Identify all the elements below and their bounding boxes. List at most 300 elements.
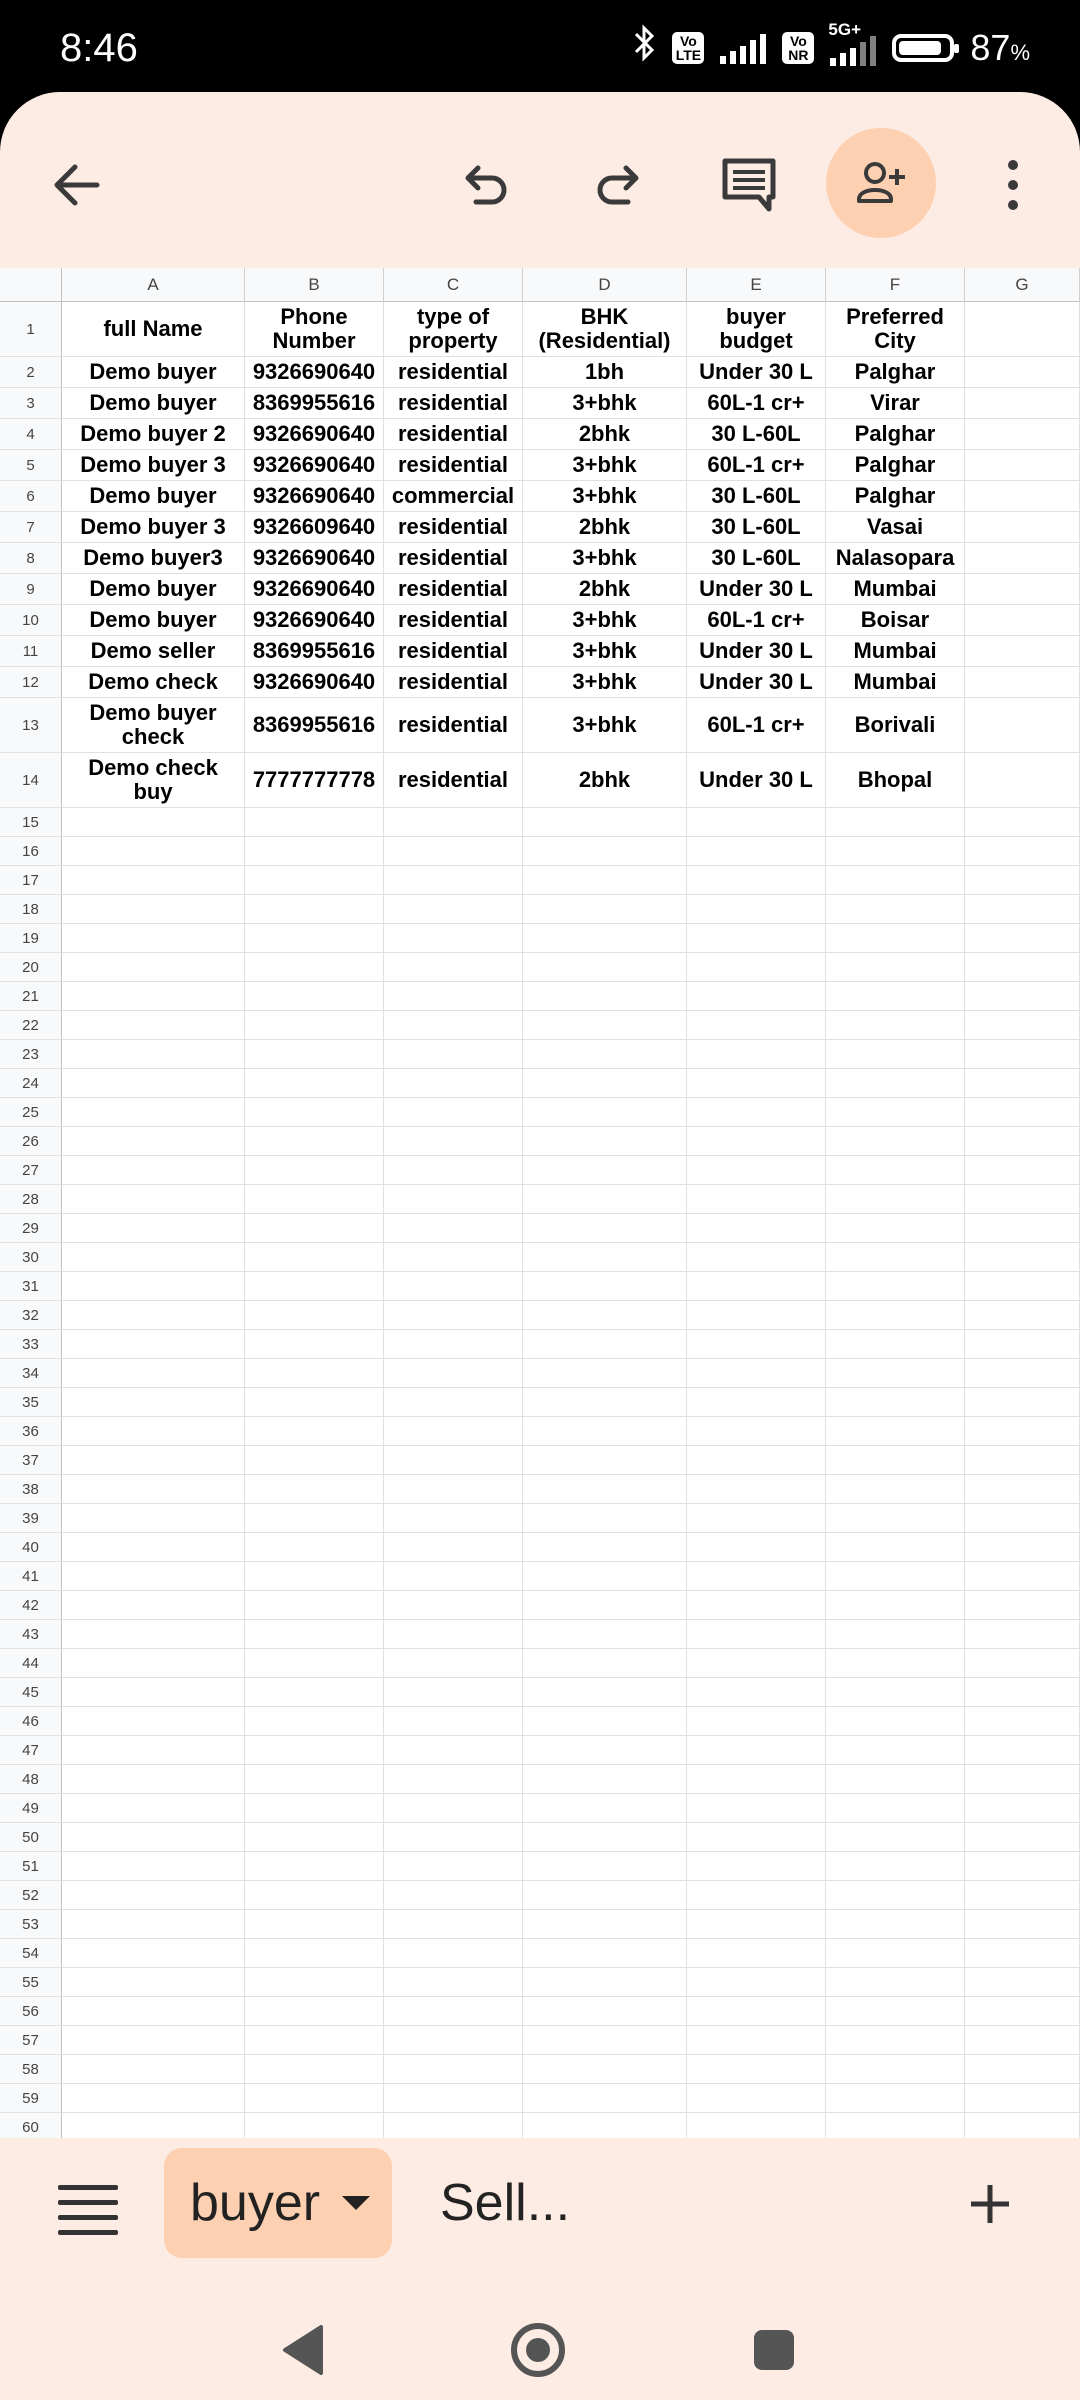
- row-header[interactable]: 36: [0, 1417, 62, 1446]
- table-cell[interactable]: [826, 1185, 965, 1214]
- table-cell[interactable]: 30 L-60L: [687, 543, 826, 574]
- table-cell[interactable]: [965, 2113, 1080, 2138]
- table-cell[interactable]: [965, 808, 1080, 837]
- table-cell[interactable]: [826, 1330, 965, 1359]
- back-arrow-icon[interactable]: [32, 140, 122, 230]
- table-cell[interactable]: [62, 1707, 245, 1736]
- table-cell[interactable]: [384, 1504, 523, 1533]
- table-cell[interactable]: [62, 837, 245, 866]
- table-cell[interactable]: [687, 1562, 826, 1591]
- row-header[interactable]: 27: [0, 1156, 62, 1185]
- table-cell[interactable]: [965, 1214, 1080, 1243]
- table-cell[interactable]: [965, 698, 1080, 753]
- table-cell[interactable]: 3+bhk: [523, 667, 687, 698]
- table-cell[interactable]: [826, 1765, 965, 1794]
- table-cell[interactable]: [965, 1678, 1080, 1707]
- table-cell[interactable]: [523, 1330, 687, 1359]
- table-cell[interactable]: [687, 1475, 826, 1504]
- table-cell[interactable]: [523, 1968, 687, 1997]
- tab-seller[interactable]: [440, 2148, 570, 2258]
- share-person-add-icon[interactable]: [826, 128, 936, 238]
- table-cell[interactable]: Bhopal: [826, 753, 965, 808]
- table-cell[interactable]: [384, 1417, 523, 1446]
- table-cell[interactable]: Preferred City: [826, 302, 965, 357]
- table-cell[interactable]: [965, 1475, 1080, 1504]
- table-cell[interactable]: [965, 1069, 1080, 1098]
- table-cell[interactable]: [826, 1272, 965, 1301]
- table-cell[interactable]: [687, 1214, 826, 1243]
- table-cell[interactable]: [965, 1098, 1080, 1127]
- column-header[interactable]: E: [687, 268, 826, 302]
- row-header[interactable]: 9: [0, 574, 62, 605]
- table-cell[interactable]: [826, 1649, 965, 1678]
- table-cell[interactable]: 8369955616: [245, 388, 384, 419]
- table-cell[interactable]: [384, 1591, 523, 1620]
- spreadsheet-grid[interactable]: [0, 268, 1080, 2138]
- table-cell[interactable]: [523, 1272, 687, 1301]
- table-cell[interactable]: [62, 924, 245, 953]
- table-cell[interactable]: [384, 2084, 523, 2113]
- table-cell[interactable]: [826, 837, 965, 866]
- table-cell[interactable]: [384, 1707, 523, 1736]
- table-cell[interactable]: 2bhk: [523, 753, 687, 808]
- table-cell[interactable]: [245, 1417, 384, 1446]
- table-cell[interactable]: [965, 2084, 1080, 2113]
- table-cell[interactable]: [523, 1852, 687, 1881]
- table-cell[interactable]: [826, 866, 965, 895]
- more-vert-icon[interactable]: [968, 140, 1058, 230]
- table-cell[interactable]: [687, 1620, 826, 1649]
- row-header[interactable]: 42: [0, 1591, 62, 1620]
- table-cell[interactable]: [62, 866, 245, 895]
- table-cell[interactable]: 2bhk: [523, 574, 687, 605]
- table-cell[interactable]: [62, 1330, 245, 1359]
- table-cell[interactable]: 3+bhk: [523, 450, 687, 481]
- table-cell[interactable]: 9326609640: [245, 512, 384, 543]
- table-cell[interactable]: [826, 2084, 965, 2113]
- table-cell[interactable]: [384, 808, 523, 837]
- table-cell[interactable]: Under 30 L: [687, 667, 826, 698]
- table-cell[interactable]: [62, 1417, 245, 1446]
- row-header[interactable]: 44: [0, 1649, 62, 1678]
- table-cell[interactable]: [826, 2055, 965, 2084]
- table-cell[interactable]: [245, 1446, 384, 1475]
- table-cell[interactable]: [965, 450, 1080, 481]
- table-cell[interactable]: [384, 1011, 523, 1040]
- table-cell[interactable]: [687, 1040, 826, 1069]
- table-cell[interactable]: [826, 1475, 965, 1504]
- table-cell[interactable]: [62, 1272, 245, 1301]
- table-cell[interactable]: Palghar: [826, 450, 965, 481]
- table-cell[interactable]: [687, 1156, 826, 1185]
- table-cell[interactable]: [965, 667, 1080, 698]
- table-cell[interactable]: 30 L-60L: [687, 419, 826, 450]
- table-cell[interactable]: [965, 1707, 1080, 1736]
- table-cell[interactable]: [687, 1359, 826, 1388]
- table-cell[interactable]: [62, 953, 245, 982]
- table-cell[interactable]: [687, 1881, 826, 1910]
- table-cell[interactable]: [826, 1736, 965, 1765]
- table-cell[interactable]: [826, 1214, 965, 1243]
- table-cell[interactable]: residential: [384, 605, 523, 636]
- table-cell[interactable]: [523, 1794, 687, 1823]
- table-cell[interactable]: [245, 1272, 384, 1301]
- table-cell[interactable]: residential: [384, 574, 523, 605]
- table-cell[interactable]: [384, 953, 523, 982]
- table-cell[interactable]: [523, 2113, 687, 2138]
- table-cell[interactable]: [62, 2026, 245, 2055]
- table-cell[interactable]: [245, 1156, 384, 1185]
- table-cell[interactable]: [965, 1881, 1080, 1910]
- table-cell[interactable]: 9326690640: [245, 667, 384, 698]
- table-cell[interactable]: [687, 1446, 826, 1475]
- table-cell[interactable]: [384, 1446, 523, 1475]
- table-cell[interactable]: Demo buyer3: [62, 543, 245, 574]
- table-cell[interactable]: residential: [384, 388, 523, 419]
- table-cell[interactable]: [523, 1823, 687, 1852]
- table-cell[interactable]: [62, 1098, 245, 1127]
- table-cell[interactable]: [687, 1127, 826, 1156]
- table-cell[interactable]: [826, 1359, 965, 1388]
- add-sheet-button[interactable]: [960, 2164, 1020, 2244]
- table-cell[interactable]: [826, 982, 965, 1011]
- table-cell[interactable]: [384, 1533, 523, 1562]
- table-cell[interactable]: [687, 1301, 826, 1330]
- table-cell[interactable]: [523, 866, 687, 895]
- table-cell[interactable]: [245, 1475, 384, 1504]
- table-cell[interactable]: [687, 1185, 826, 1214]
- table-cell[interactable]: [523, 1939, 687, 1968]
- table-cell[interactable]: [245, 1098, 384, 1127]
- table-cell[interactable]: 30 L-60L: [687, 481, 826, 512]
- row-header[interactable]: 58: [0, 2055, 62, 2084]
- table-cell[interactable]: [523, 982, 687, 1011]
- table-cell[interactable]: [62, 895, 245, 924]
- table-cell[interactable]: [245, 1562, 384, 1591]
- table-cell[interactable]: [965, 1939, 1080, 1968]
- table-cell[interactable]: [62, 1388, 245, 1417]
- row-header[interactable]: 2: [0, 357, 62, 388]
- table-cell[interactable]: 60L-1 cr+: [687, 388, 826, 419]
- table-cell[interactable]: [62, 808, 245, 837]
- table-cell[interactable]: [826, 2026, 965, 2055]
- row-header[interactable]: 8: [0, 543, 62, 574]
- table-cell[interactable]: [245, 1301, 384, 1330]
- table-cell[interactable]: [523, 1504, 687, 1533]
- table-cell[interactable]: [826, 1417, 965, 1446]
- table-cell[interactable]: [384, 1562, 523, 1591]
- table-cell[interactable]: 8369955616: [245, 636, 384, 667]
- table-cell[interactable]: [687, 1417, 826, 1446]
- table-cell[interactable]: [523, 953, 687, 982]
- undo-icon[interactable]: [442, 140, 532, 230]
- table-cell[interactable]: [62, 1562, 245, 1591]
- table-cell[interactable]: [965, 1620, 1080, 1649]
- table-cell[interactable]: [826, 1098, 965, 1127]
- table-cell[interactable]: [687, 953, 826, 982]
- table-cell[interactable]: [965, 753, 1080, 808]
- table-cell[interactable]: [826, 1504, 965, 1533]
- table-cell[interactable]: [687, 982, 826, 1011]
- table-cell[interactable]: [245, 1011, 384, 1040]
- table-cell[interactable]: 9326690640: [245, 419, 384, 450]
- table-cell[interactable]: 8369955616: [245, 698, 384, 753]
- table-cell[interactable]: [826, 1388, 965, 1417]
- table-cell[interactable]: [965, 1852, 1080, 1881]
- table-cell[interactable]: [62, 1243, 245, 1272]
- nav-recents-icon[interactable]: [744, 2320, 804, 2380]
- table-cell[interactable]: [62, 1011, 245, 1040]
- row-header[interactable]: 28: [0, 1185, 62, 1214]
- table-cell[interactable]: [523, 1301, 687, 1330]
- table-cell[interactable]: [826, 1533, 965, 1562]
- table-cell[interactable]: [965, 1823, 1080, 1852]
- table-cell[interactable]: [965, 2055, 1080, 2084]
- table-cell[interactable]: 9326690640: [245, 543, 384, 574]
- table-cell[interactable]: [384, 1794, 523, 1823]
- table-cell[interactable]: [965, 1504, 1080, 1533]
- table-cell[interactable]: Demo buyer 3: [62, 450, 245, 481]
- table-cell[interactable]: [245, 1765, 384, 1794]
- column-header[interactable]: C: [384, 268, 523, 302]
- table-cell[interactable]: [687, 1533, 826, 1562]
- row-header[interactable]: 49: [0, 1794, 62, 1823]
- table-cell[interactable]: [384, 1127, 523, 1156]
- table-cell[interactable]: [687, 895, 826, 924]
- column-header[interactable]: B: [245, 268, 384, 302]
- redo-icon[interactable]: [572, 140, 662, 230]
- table-cell[interactable]: Demo buyer: [62, 357, 245, 388]
- table-cell[interactable]: [687, 2055, 826, 2084]
- table-cell[interactable]: [384, 2026, 523, 2055]
- table-cell[interactable]: 3+bhk: [523, 636, 687, 667]
- table-cell[interactable]: [523, 1011, 687, 1040]
- table-cell[interactable]: [62, 2113, 245, 2138]
- table-cell[interactable]: [523, 2055, 687, 2084]
- table-cell[interactable]: [245, 837, 384, 866]
- table-cell[interactable]: [523, 1997, 687, 2026]
- row-header[interactable]: 26: [0, 1127, 62, 1156]
- row-header[interactable]: 3: [0, 388, 62, 419]
- row-header[interactable]: 32: [0, 1301, 62, 1330]
- table-cell[interactable]: 30 L-60L: [687, 512, 826, 543]
- table-cell[interactable]: [965, 1910, 1080, 1939]
- table-cell[interactable]: Palghar: [826, 419, 965, 450]
- table-cell[interactable]: [687, 866, 826, 895]
- table-cell[interactable]: [826, 1301, 965, 1330]
- table-cell[interactable]: [687, 2026, 826, 2055]
- table-cell[interactable]: [62, 1910, 245, 1939]
- row-header[interactable]: 24: [0, 1069, 62, 1098]
- table-cell[interactable]: [687, 1707, 826, 1736]
- table-cell[interactable]: [245, 924, 384, 953]
- table-cell[interactable]: 60L-1 cr+: [687, 605, 826, 636]
- table-cell[interactable]: residential: [384, 753, 523, 808]
- row-header[interactable]: 55: [0, 1968, 62, 1997]
- table-cell[interactable]: [826, 1243, 965, 1272]
- table-cell[interactable]: 3+bhk: [523, 543, 687, 574]
- table-cell[interactable]: [965, 1446, 1080, 1475]
- table-cell[interactable]: [687, 1504, 826, 1533]
- row-header[interactable]: 35: [0, 1388, 62, 1417]
- row-header[interactable]: 29: [0, 1214, 62, 1243]
- table-cell[interactable]: [245, 1040, 384, 1069]
- row-header[interactable]: 17: [0, 866, 62, 895]
- table-cell[interactable]: [384, 1301, 523, 1330]
- table-cell[interactable]: [826, 1011, 965, 1040]
- table-cell[interactable]: [965, 1156, 1080, 1185]
- table-cell[interactable]: [687, 1011, 826, 1040]
- table-cell[interactable]: [523, 1069, 687, 1098]
- table-cell[interactable]: [245, 2113, 384, 2138]
- table-cell[interactable]: [687, 1591, 826, 1620]
- row-header[interactable]: 40: [0, 1533, 62, 1562]
- table-cell[interactable]: [687, 1823, 826, 1852]
- table-cell[interactable]: [965, 1185, 1080, 1214]
- table-cell[interactable]: [245, 953, 384, 982]
- table-cell[interactable]: [245, 1678, 384, 1707]
- column-header[interactable]: D: [523, 268, 687, 302]
- table-cell[interactable]: 1bh: [523, 357, 687, 388]
- table-cell[interactable]: [384, 1214, 523, 1243]
- row-header[interactable]: 37: [0, 1446, 62, 1475]
- row-header[interactable]: 46: [0, 1707, 62, 1736]
- table-cell[interactable]: [826, 1794, 965, 1823]
- table-cell[interactable]: [62, 1040, 245, 1069]
- row-header[interactable]: 52: [0, 1881, 62, 1910]
- all-sheets-menu-icon[interactable]: [58, 2180, 118, 2240]
- table-cell[interactable]: [826, 1678, 965, 1707]
- table-cell[interactable]: [384, 1910, 523, 1939]
- table-cell[interactable]: [245, 866, 384, 895]
- row-header[interactable]: 51: [0, 1852, 62, 1881]
- table-cell[interactable]: [523, 1765, 687, 1794]
- table-cell[interactable]: [826, 1910, 965, 1939]
- table-cell[interactable]: [384, 1388, 523, 1417]
- table-cell[interactable]: [687, 1330, 826, 1359]
- row-header[interactable]: 11: [0, 636, 62, 667]
- table-cell[interactable]: [826, 1127, 965, 1156]
- table-cell[interactable]: [965, 895, 1080, 924]
- table-cell[interactable]: Demo seller: [62, 636, 245, 667]
- table-cell[interactable]: commercial: [384, 481, 523, 512]
- table-cell[interactable]: [523, 924, 687, 953]
- table-cell[interactable]: [523, 1040, 687, 1069]
- table-cell[interactable]: [965, 1243, 1080, 1272]
- table-cell[interactable]: Mumbai: [826, 636, 965, 667]
- table-cell[interactable]: [965, 543, 1080, 574]
- table-cell[interactable]: full Name: [62, 302, 245, 357]
- table-cell[interactable]: [965, 1968, 1080, 1997]
- table-cell[interactable]: [62, 1504, 245, 1533]
- table-cell[interactable]: [245, 1359, 384, 1388]
- table-cell[interactable]: [384, 1649, 523, 1678]
- row-header[interactable]: 21: [0, 982, 62, 1011]
- table-cell[interactable]: Under 30 L: [687, 753, 826, 808]
- table-cell[interactable]: [62, 1939, 245, 1968]
- table-cell[interactable]: [384, 895, 523, 924]
- table-cell[interactable]: [965, 1649, 1080, 1678]
- table-cell[interactable]: [523, 2084, 687, 2113]
- table-cell[interactable]: [384, 982, 523, 1011]
- table-cell[interactable]: [62, 1533, 245, 1562]
- table-cell[interactable]: [245, 1069, 384, 1098]
- table-cell[interactable]: Palghar: [826, 481, 965, 512]
- table-cell[interactable]: [245, 1388, 384, 1417]
- table-cell[interactable]: [687, 1765, 826, 1794]
- column-header[interactable]: G: [965, 268, 1080, 302]
- table-cell[interactable]: [523, 2026, 687, 2055]
- table-cell[interactable]: residential: [384, 636, 523, 667]
- table-cell[interactable]: [965, 357, 1080, 388]
- table-cell[interactable]: [384, 2055, 523, 2084]
- table-cell[interactable]: [687, 808, 826, 837]
- table-cell[interactable]: [384, 1823, 523, 1852]
- table-cell[interactable]: Boisar: [826, 605, 965, 636]
- row-header[interactable]: 33: [0, 1330, 62, 1359]
- row-header[interactable]: 43: [0, 1620, 62, 1649]
- table-cell[interactable]: [523, 1620, 687, 1649]
- table-cell[interactable]: [687, 1939, 826, 1968]
- table-cell[interactable]: [62, 1678, 245, 1707]
- table-cell[interactable]: [62, 1823, 245, 1852]
- table-cell[interactable]: [384, 1475, 523, 1504]
- row-header[interactable]: 30: [0, 1243, 62, 1272]
- table-cell[interactable]: [965, 512, 1080, 543]
- table-cell[interactable]: [965, 982, 1080, 1011]
- row-header[interactable]: 13: [0, 698, 62, 753]
- table-cell[interactable]: [384, 1156, 523, 1185]
- table-cell[interactable]: [965, 1330, 1080, 1359]
- table-cell[interactable]: [245, 1939, 384, 1968]
- row-header[interactable]: 34: [0, 1359, 62, 1388]
- table-cell[interactable]: [826, 1881, 965, 1910]
- table-cell[interactable]: [965, 302, 1080, 357]
- table-cell[interactable]: [245, 1649, 384, 1678]
- table-cell[interactable]: [965, 1765, 1080, 1794]
- table-cell[interactable]: [62, 1069, 245, 1098]
- table-cell[interactable]: [384, 1881, 523, 1910]
- table-cell[interactable]: [826, 2113, 965, 2138]
- table-cell[interactable]: [62, 1794, 245, 1823]
- row-header[interactable]: 41: [0, 1562, 62, 1591]
- table-cell[interactable]: [965, 419, 1080, 450]
- table-cell[interactable]: [965, 1388, 1080, 1417]
- table-cell[interactable]: [62, 1156, 245, 1185]
- table-cell[interactable]: 2bhk: [523, 419, 687, 450]
- table-cell[interactable]: [245, 1852, 384, 1881]
- table-cell[interactable]: [965, 924, 1080, 953]
- nav-back-icon[interactable]: [272, 2320, 332, 2380]
- table-cell[interactable]: [965, 1997, 1080, 2026]
- table-cell[interactable]: [826, 895, 965, 924]
- table-cell[interactable]: [687, 1243, 826, 1272]
- table-cell[interactable]: [384, 1620, 523, 1649]
- table-cell[interactable]: [826, 1968, 965, 1997]
- table-cell[interactable]: [965, 1417, 1080, 1446]
- table-cell[interactable]: [523, 1881, 687, 1910]
- table-cell[interactable]: [965, 1591, 1080, 1620]
- table-cell[interactable]: [384, 1243, 523, 1272]
- table-cell[interactable]: [826, 1823, 965, 1852]
- row-header[interactable]: 1: [0, 302, 62, 357]
- table-cell[interactable]: [384, 1939, 523, 1968]
- table-cell[interactable]: 3+bhk: [523, 698, 687, 753]
- table-cell[interactable]: [62, 1620, 245, 1649]
- table-cell[interactable]: [687, 2084, 826, 2113]
- table-cell[interactable]: Phone Number: [245, 302, 384, 357]
- table-cell[interactable]: [965, 1272, 1080, 1301]
